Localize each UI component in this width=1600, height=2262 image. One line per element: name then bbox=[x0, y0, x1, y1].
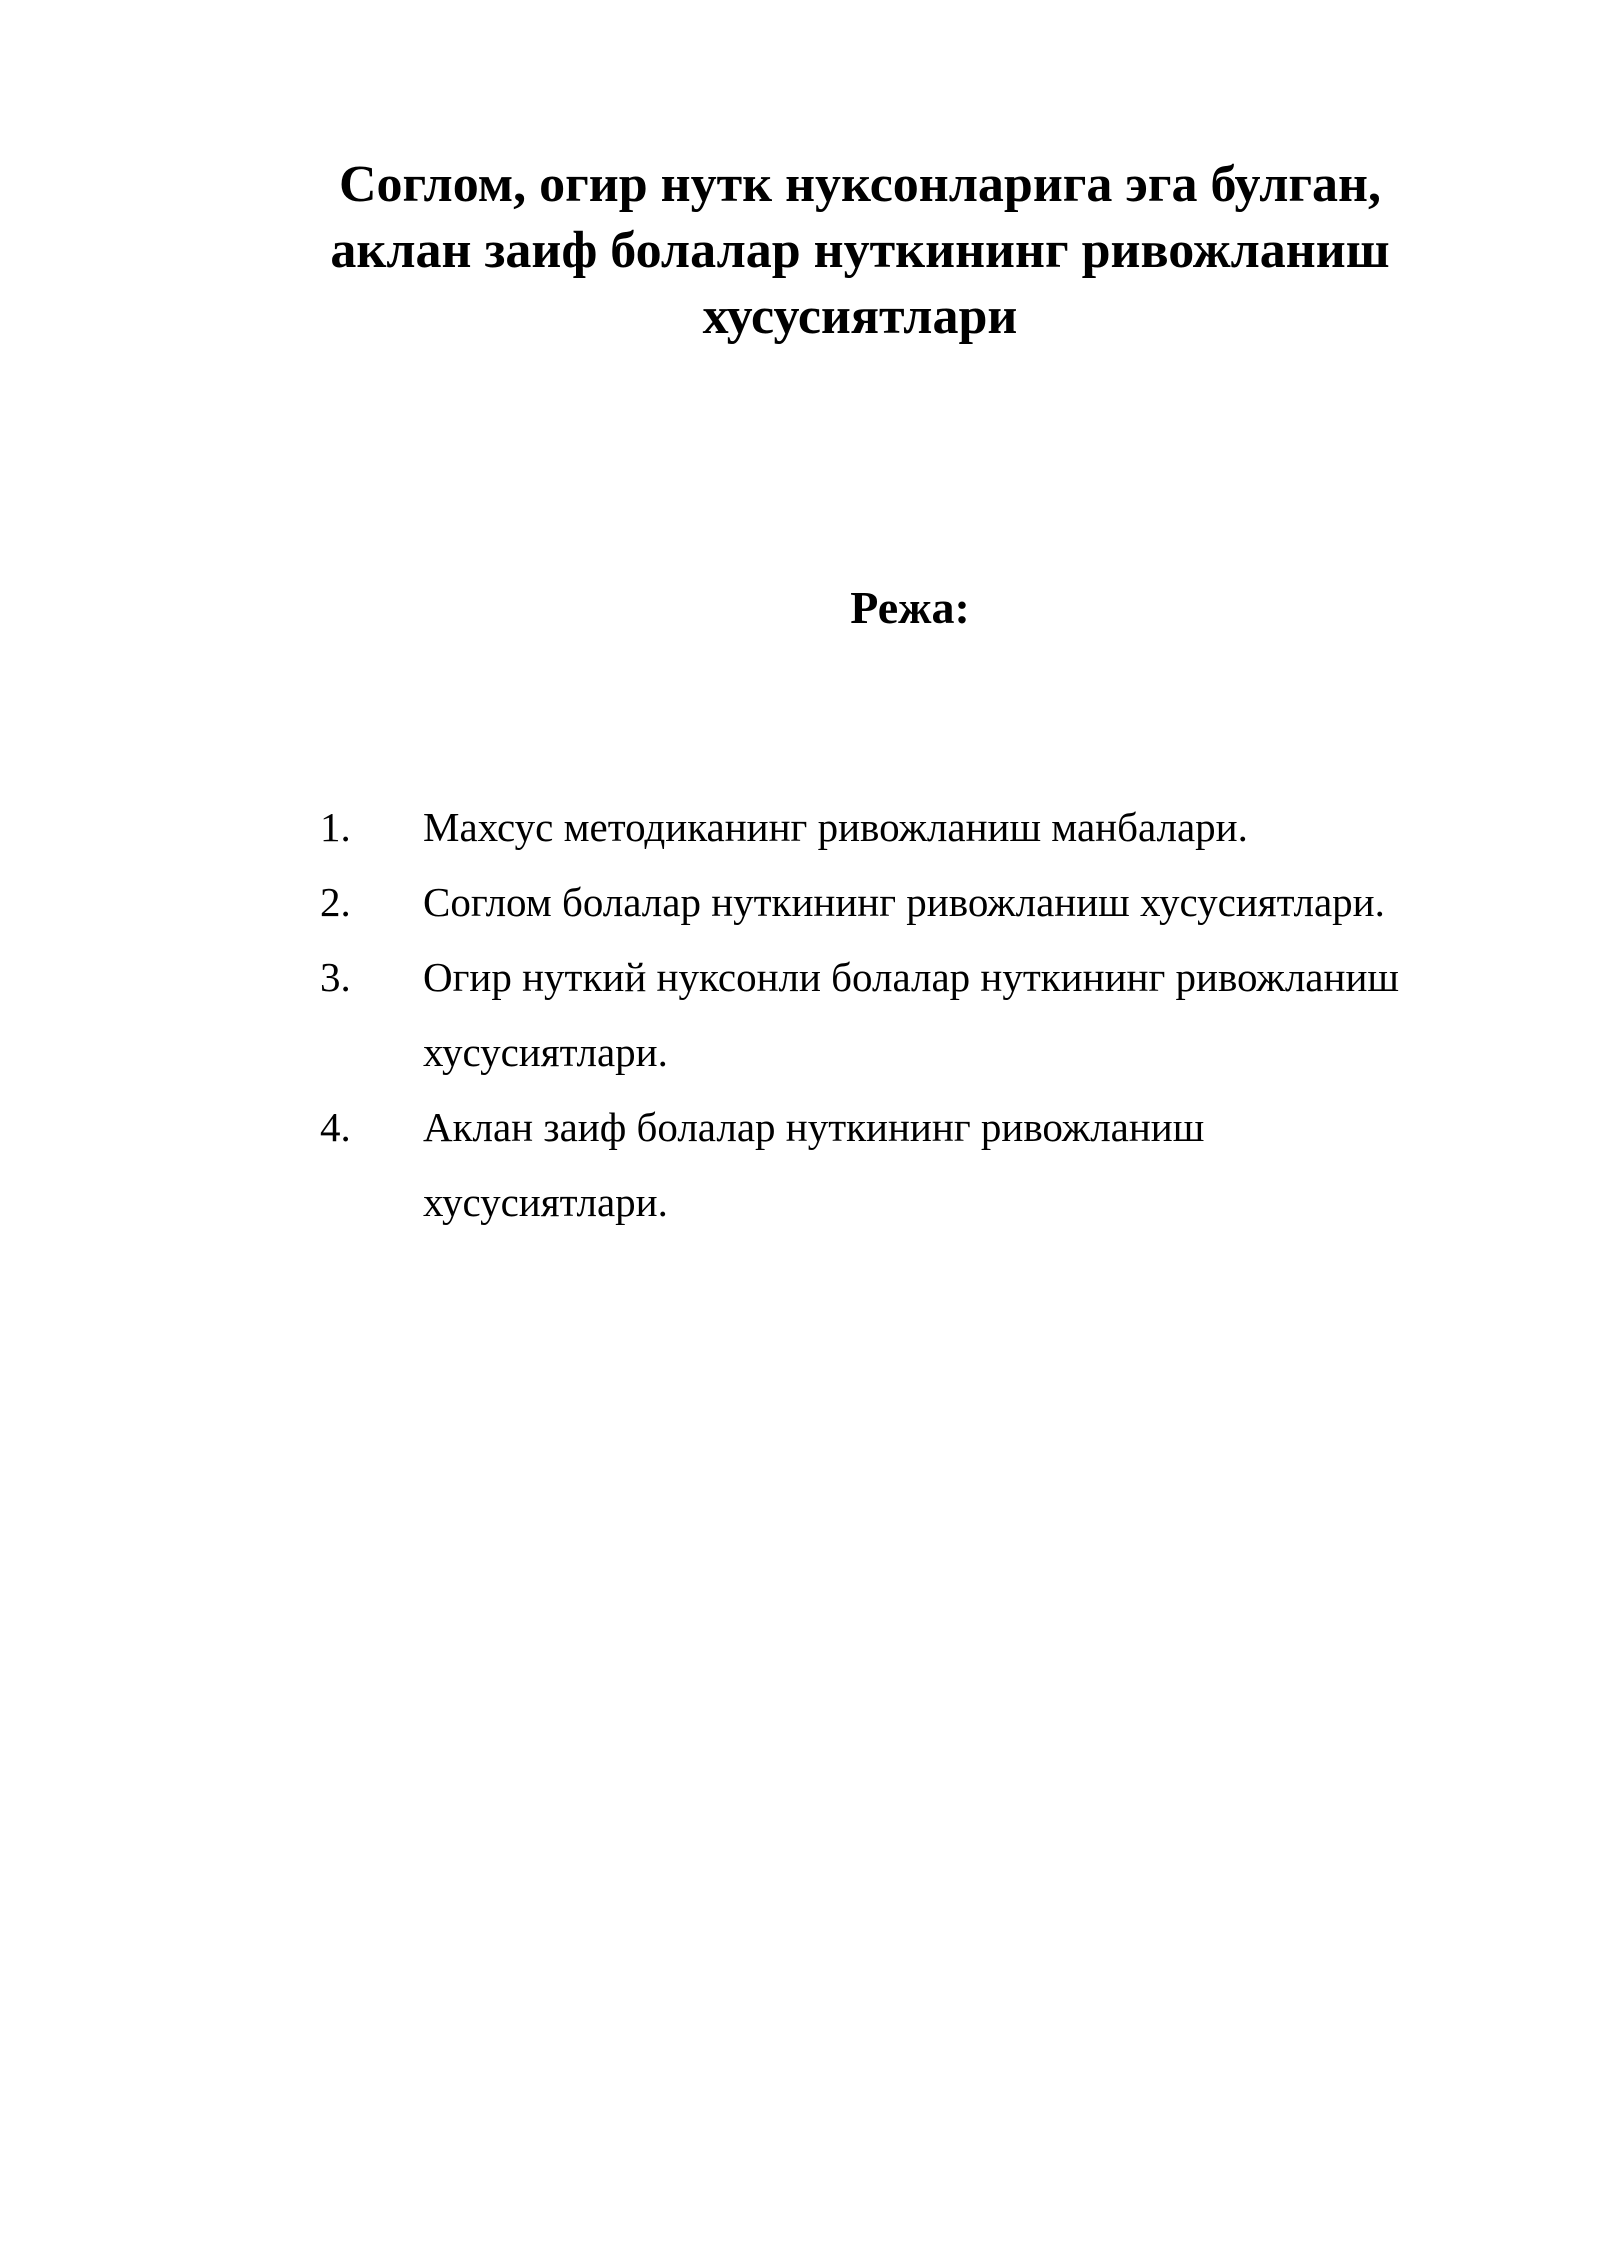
plan-item-4 bbox=[320, 1090, 1480, 1240]
plan-item-number: 2. bbox=[320, 879, 351, 925]
plan-heading: Режа: bbox=[850, 582, 970, 633]
plan-item-1 bbox=[320, 790, 1480, 865]
plan-list bbox=[320, 790, 1480, 1240]
plan-item-2 bbox=[320, 865, 1480, 940]
document-title-line: Соглом, огир нутк нуксонларига эга булган, bbox=[339, 156, 1381, 213]
document-title-line: хусусиятлари bbox=[702, 288, 1018, 345]
plan-item-text: Огир нуткий нуксонли болалар нуткининг ривожланиш bbox=[423, 954, 1399, 1000]
plan-item-text: хусусиятлари. bbox=[423, 1029, 668, 1075]
plan-item-number: 1. bbox=[320, 804, 351, 850]
plan-item-number: 3. bbox=[320, 954, 351, 1000]
plan-item-text: Соглом болалар нуткининг ривожланиш хусусиятлари. bbox=[423, 879, 1385, 925]
plan-item-text: Махсус методиканинг ривожланиш манбалари. bbox=[423, 804, 1248, 850]
document-title bbox=[240, 152, 1480, 350]
plan-item-text: Аклан заиф болалар нуткининг ривожланиш bbox=[423, 1104, 1205, 1150]
plan-item-3 bbox=[320, 940, 1480, 1090]
plan-item-number: 4. bbox=[320, 1104, 351, 1150]
plan-item-text: хусусиятлари. bbox=[423, 1179, 668, 1225]
document-title-line: аклан заиф болалар нуткининг ривожланиш bbox=[330, 222, 1390, 279]
